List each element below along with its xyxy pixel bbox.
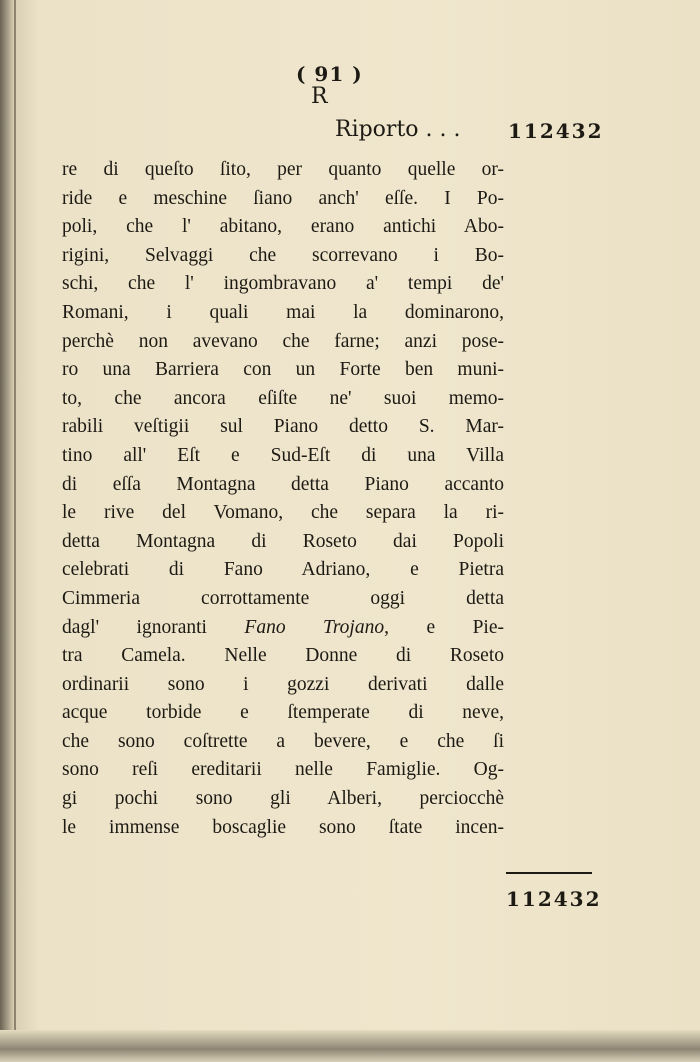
page-total: 112432 xyxy=(506,887,602,911)
text-line xyxy=(62,614,504,643)
page-number: ( 91 ) xyxy=(296,62,363,86)
text-line: tino all' Eſt e Sud-Eſt di una Villa xyxy=(62,444,504,466)
text-segment: , e Pie- xyxy=(384,616,504,638)
text-line: re di queſto ſito, per quanto quelle or- xyxy=(62,159,504,180)
text-line: ordinarii sono i gozzi derivati dalle xyxy=(62,673,504,695)
text-line: schi, che l' ingombravano a' tempi de' xyxy=(62,273,504,295)
signature-mark: R xyxy=(311,84,328,109)
text-line: ro una Barriera con un Forte ben muni- xyxy=(62,359,504,381)
text-line: ride e meschine ſiano anch' eſſe. I Po- xyxy=(62,187,504,209)
text-line: acque torbide e ſtemperate di neve, xyxy=(62,702,504,724)
body-text xyxy=(62,156,504,842)
text-line: celebrati di Fano Adriano, e Pietra xyxy=(62,559,504,581)
text-line: tra Camela. Nelle Donne di Roseto xyxy=(62,645,504,667)
text-line: che sono coſtrette a bevere, e che ſi xyxy=(62,730,504,752)
italic-place-name: Fano Trojano xyxy=(244,616,385,638)
text-line: le immense boscaglie sono ſtate incen- xyxy=(62,816,504,838)
text-line: Cimmeria corrottamente oggi detta xyxy=(62,587,504,609)
text-line: rigini, Selvaggi che scorrevano i Bo- xyxy=(62,244,504,266)
text-line: le rive del Vomano, che separa la ri- xyxy=(62,502,504,524)
carry-forward-label: Riporto . . . xyxy=(335,117,461,142)
text-line: sono reſi ereditarii nelle Famiglie. Og- xyxy=(62,759,504,781)
page-bottom-edge xyxy=(0,1030,700,1062)
text-line: gi pochi sono gli Alberi, perciocchè xyxy=(62,788,504,810)
text-line: detta Montagna di Roseto dai Popoli xyxy=(62,530,504,552)
text-line: rabili veſtigii sul Piano detto S. Mar- xyxy=(62,416,504,438)
sum-rule xyxy=(506,872,592,874)
text-line: di eſſa Montagna detta Piano accanto xyxy=(62,473,504,495)
text-line: Romani, i quali mai la dominarono, xyxy=(62,301,504,323)
text-line: to, che ancora eſiſte ne' suoi memo- xyxy=(62,387,504,409)
carry-forward-total: 112432 xyxy=(508,119,604,143)
text-segment: dagl' ignoranti xyxy=(62,616,245,638)
book-gutter xyxy=(14,0,16,1062)
text-line: poli, che l' abitano, erano antichi Abo- xyxy=(62,216,504,238)
text-line: perchè non avevano che farne; anzi pose- xyxy=(62,330,504,352)
